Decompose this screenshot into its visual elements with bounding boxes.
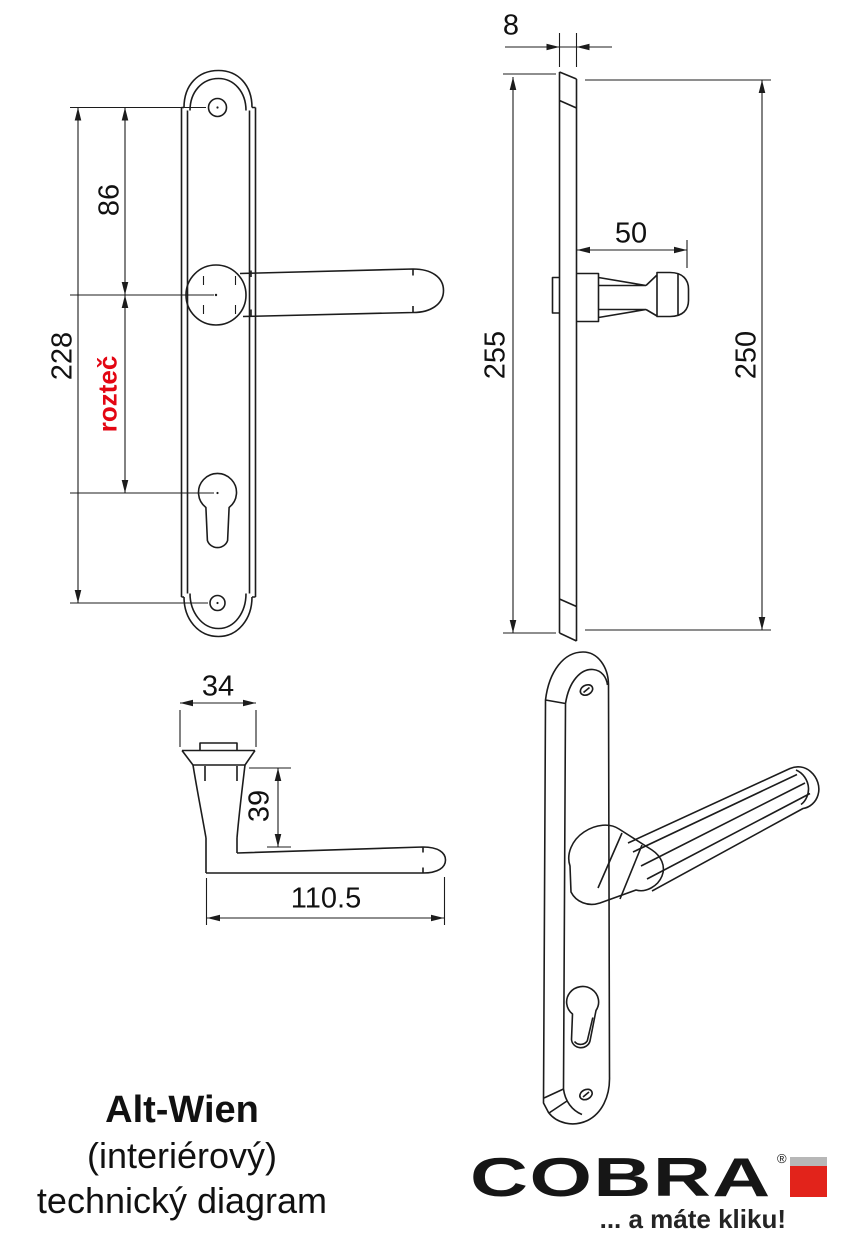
dim-label-rosette-width: 34 xyxy=(201,670,235,703)
cobra-logo-wordmark: COBRA xyxy=(470,1146,772,1208)
iso-handle-hub xyxy=(569,825,664,904)
dim-label-neck-height: 39 xyxy=(243,789,276,823)
dim-label-overall-height: 255 xyxy=(479,330,512,380)
side-handle xyxy=(577,273,689,322)
product-variant: (interiérový) xyxy=(86,1135,278,1176)
dim-label-thickness: 8 xyxy=(502,9,520,42)
title-block xyxy=(8,1088,356,1223)
dim-label-handle-depth: 50 xyxy=(614,217,648,250)
front-lever xyxy=(240,269,444,317)
isometric-view-drawing xyxy=(544,652,819,1124)
registered-trademark-icon: ® xyxy=(777,1151,787,1166)
dim-label-handle-length: 110.5 xyxy=(290,882,362,915)
dim-label-spacing: rozteč xyxy=(92,355,123,433)
dim-label-top-to-handle: 86 xyxy=(93,183,126,217)
logo-square-red-block xyxy=(790,1166,827,1197)
cobra-logo-square-icon xyxy=(790,1157,827,1197)
dim-label-right-height: 250 xyxy=(730,330,763,380)
cobra-tagline: ... a máte kliku! xyxy=(599,1204,786,1234)
top-view-lever xyxy=(206,847,446,873)
iso-keyhole xyxy=(567,986,599,1047)
iso-lever xyxy=(628,767,819,891)
front-keyhole xyxy=(199,473,237,547)
product-name: Alt-Wien xyxy=(105,1089,259,1131)
logo-square-gray-band xyxy=(790,1157,827,1166)
document-type: technický diagram xyxy=(36,1180,328,1221)
front-view-drawing xyxy=(70,71,444,637)
dim-label-total-height: 228 xyxy=(46,331,79,381)
